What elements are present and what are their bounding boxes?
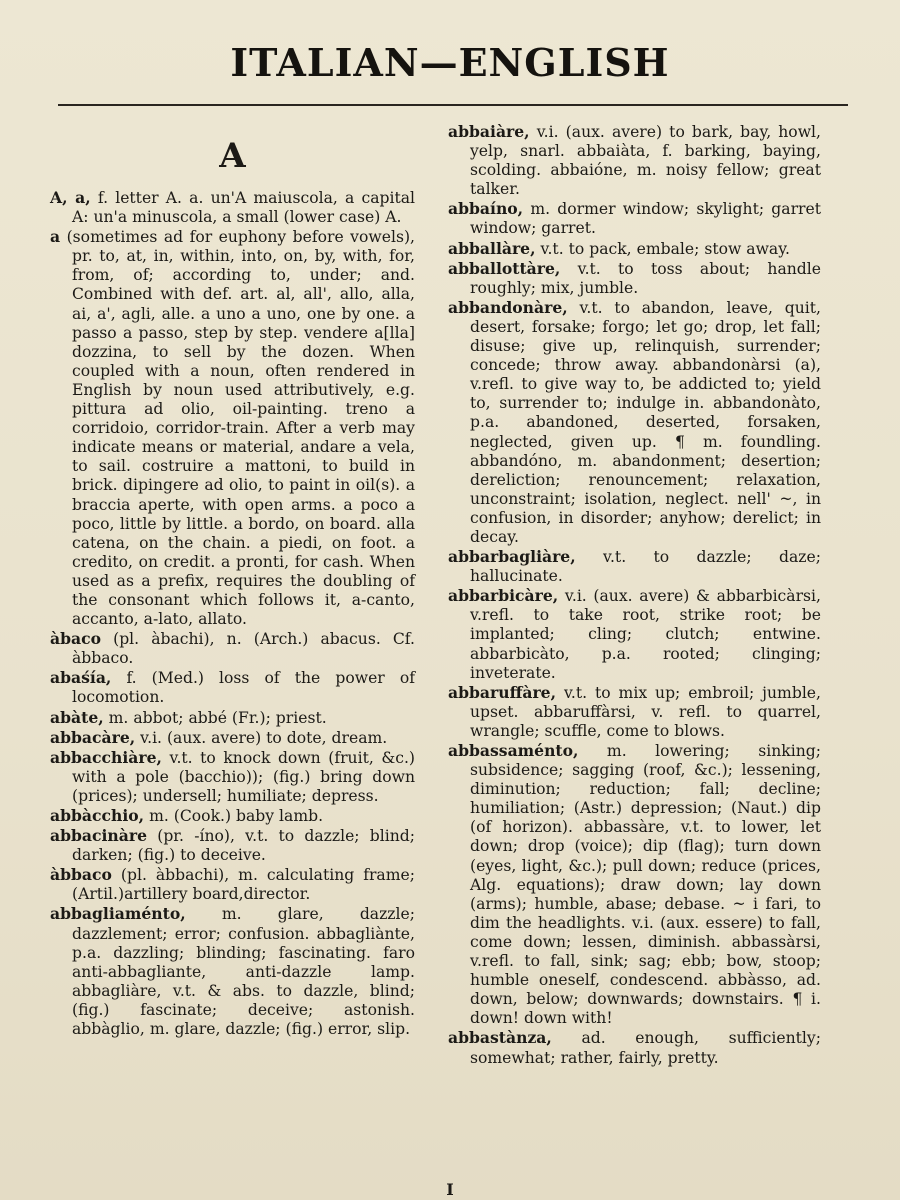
dictionary-entry <box>50 826 415 865</box>
dictionary-entry <box>448 741 821 1028</box>
entry-definition: v.i. (aux. avere) & abbarbicàrsi, v.refl. to take root, strike root; be implanted; cling; clutch; entwine. abbarbicàto, p.a. rooted; clinging; inveterate. <box>470 587 821 682</box>
dictionary-entry <box>448 122 821 199</box>
dictionary-entry <box>448 239 821 259</box>
entry-definition: m. glare, dazzle; dazzlement; error; confusion. abbagliànte, p.a. dazzling; blinding; fascinating. faro anti-abbagliante, anti-dazzle lamp. abbagliàre, v.t. & abs. to dazzle, blind; (fig.) fascinate; deceive; astonish. abbàglio, m. glare, dazzle; (fig.) error, slip. <box>72 905 415 1039</box>
section-letter-heading: A <box>219 136 246 176</box>
entry-definition: m. lowering; sinking; subsidence; sagging (roof, &c.); lessening, diminution; reduction; fall; decline; humiliation; (Astr.) depression; (Naut.) dip (of horizon). abbassàre, v.t. to lower, let down; drop (voice); dip (flag); turn down (eyes, light, &c.); pull down; reduce (prices, Alg. equations); draw down; lay down (arms); humble, abase; debase. ~ i fari, to dim the headlights. v.i. (aux. essere) to fall, come down; lessen, diminish. abbassàrsi, v.refl. to fall, sink; sag; ebb; bow, stoop; humble oneself, condescend. abbàsso, ad. down, below; downwards; downstairs. ¶ i. down! down with! <box>470 742 821 1028</box>
dictionary-entry <box>50 227 415 629</box>
entry-definition: v.t. to dazzle; daze; hallucinate. <box>470 548 821 586</box>
entry-headword: abballàre, <box>448 238 536 258</box>
dictionary-entry <box>50 728 415 748</box>
left-column <box>50 118 415 1039</box>
entry-definition: m. dormer window; skylight; garret window; garret. <box>470 200 821 238</box>
entry-definition: f. letter A. a. un'A maiuscola, a capital A: un'a minuscola, a small (lower case) A. <box>72 189 416 227</box>
dictionary-entry <box>50 708 415 728</box>
entry-definition: v.i. (aux. avere) to dote, dream. <box>140 728 388 747</box>
entry-definition: (sometimes ad for euphony before vowels), pr. to, at, in, within, into, on, by, with, for, from, of; according to, under; and. Combined with def. art. al, all', allo, alla, ai, a', agli, alle. a uno a uno, one by one. a passo a passo, step by step. vendere a[lla] dozzina, to sell by the dozen. When coupled with a noun, often rendered in English by noun used attributively, e.g. pittura ad olio, oil-painting. treno a corridoio, corridor-train. After a verb may indicate means or material, andare a vela, to sail. costruire a mattoni, to build in brick. dipingere ad olio, to paint in oil(s). a braccia aperte, with open arms. a poco a poco, little by little. a bordo, on board. alla catena, on the chain. a piedi, on foot. a credito, on credit. a pronti, for cash. When used as a prefix, requires the doubling of the consonant which follows it, a-canto, accanto, a-lato, allato. <box>66 228 415 629</box>
entry-headword: abaśía, <box>50 668 112 688</box>
dictionary-entry <box>448 259 821 298</box>
entry-headword: abbacchiàre, <box>50 747 162 767</box>
entry-headword: abbaiàre, <box>448 122 530 141</box>
entry-definition: f. (Med.) loss of the power of locomotion. <box>72 669 415 707</box>
entry-definition: m. (Cook.) baby lamb. <box>149 807 324 825</box>
dictionary-entry <box>50 188 415 227</box>
entry-headword: abballottàre, <box>448 258 561 278</box>
dictionary-entry <box>50 865 415 904</box>
entry-headword: àbbaco <box>50 865 112 885</box>
entry-definition: ad. enough, sufficiently; somewhat; rather, fairly, pretty. <box>470 1029 821 1067</box>
dictionary-entry <box>50 748 415 806</box>
entry-definition: v.t. to knock down (fruit, &c.) with a pole (bacchio)); (fig.) bring down (prices); undersell; humiliate; depress. <box>72 748 415 805</box>
entry-headword: abbacàre, <box>50 727 136 747</box>
entry-definition: (pr. -íno), v.t. to dazzle; blind; darken; (fig.) to deceive. <box>72 827 415 865</box>
dictionary-entry <box>448 547 821 586</box>
right-column <box>448 122 821 1068</box>
entry-headword: abbaíno, <box>448 199 524 219</box>
entry-headword: abbagliaménto, <box>50 904 186 924</box>
entry-headword: abbaruffàre, <box>448 682 557 702</box>
entry-headword: àbaco <box>50 629 102 649</box>
entry-headword: A, a, <box>50 188 91 207</box>
dictionary-entry <box>448 199 821 238</box>
entry-definition: v.t. to toss about; handle roughly; mix, jumble. <box>470 259 821 297</box>
entry-headword: abbarbicàre, <box>448 586 559 606</box>
entry-headword: abbàcchio, <box>50 806 145 825</box>
dictionary-entry <box>448 586 821 682</box>
entry-headword: abàte, <box>50 707 104 727</box>
dictionary-entry <box>50 668 415 707</box>
entry-definition: (pl. àbbachi), m. calculating frame;(Artil.)artillery board,director. <box>72 866 415 904</box>
entry-definition: m. abbot; abbé (Fr.); priest. <box>108 708 327 727</box>
entry-definition: v.t. to mix up; embroil; jumble, upset. abbaruffàrsi, v. refl. to quarrel, wrangle; scuffle, come to blows. <box>470 683 821 740</box>
entry-definition: (pl. àbachi), n. (Arch.) abacus. Cf. àbbaco. <box>72 630 415 668</box>
entry-headword: abbastànza, <box>448 1028 552 1048</box>
entry-headword: abbacinàre <box>50 826 148 846</box>
dictionary-entry <box>50 806 415 826</box>
entry-definition: v.t. to pack, embale; stow away. <box>540 239 790 258</box>
header-rule <box>58 104 848 106</box>
dictionary-entry <box>50 629 415 668</box>
page-number: I <box>446 1180 454 1199</box>
entry-headword: abbandonàre, <box>448 297 568 317</box>
entry-definition: v.t. to abandon, leave, quit, desert, forsake; forgo; let go; drop, let fall; disuse; give up, relinquish, surrender; concede; throw away. abbandonàrsi (a), v.refl. to give way to, be addicted to; yield to, surrender to; indulge in. abbandonàto, p.a. abandoned, deserted, forsaken, neglected, given up. ¶ m. foundling. abbandóno, m. abandonment; desertion; dereliction; renouncement; relaxation, unconstraint; isolation, neglect. nell' ~, in confusion, in disorder; anyhow; derelict; in decay. <box>470 298 821 546</box>
dictionary-entry <box>448 683 821 741</box>
entry-headword: abbarbagliàre, <box>448 547 576 567</box>
entry-headword: abbassaménto, <box>448 741 579 760</box>
dictionary-entry <box>50 904 415 1039</box>
dictionary-entry <box>448 298 821 547</box>
entry-headword: a <box>50 227 61 247</box>
dictionary-entry <box>448 1028 821 1067</box>
entry-definition: v.i. (aux. avere) to bark, bay, howl, yelp, snarl. abbaiàta, f. barking, baying, scolding. abbaióne, m. noisy fellow; great talker. <box>470 123 821 199</box>
page-title: ITALIAN—ENGLISH <box>230 40 670 85</box>
